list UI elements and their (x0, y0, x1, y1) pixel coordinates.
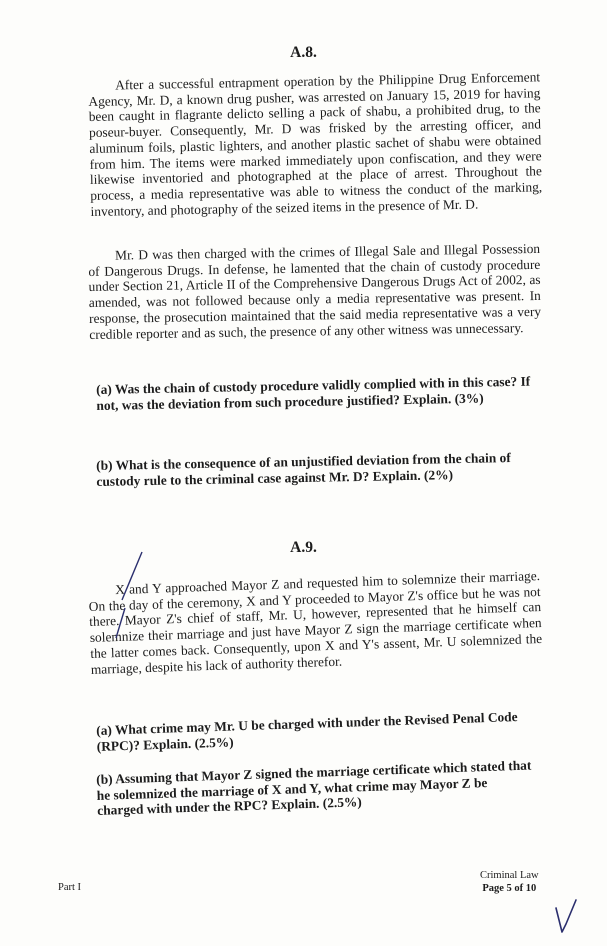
footer-subject: Criminal Law (480, 870, 539, 881)
question-a8-b: (b) What is the consequence of an unjustified deviation from the chain of custody rule to the criminal case against Mr. D? Explain. (2%) (96, 450, 511, 489)
footer-right (480, 869, 539, 895)
handwritten-slash-marks (94, 548, 164, 668)
checkmark-icon (552, 898, 586, 942)
question-a9-b: (b) Assuming that Mayor Z signed the marriage certificate which stated that he solemnized the marriage of X and Y, what crime may Mayor Z be charged with under the RPC? Explain. (2.5%) (96, 757, 532, 818)
footer-page-label: Page 5 of 10 (482, 883, 537, 894)
paragraph-text: X and Y approached Mayor Z and requested him to solemnize their marriage. On the day of the ceremony, X and Y proceeded to Mayor Z's office but he was not there. Mayor Z's chief of staff, Mr. U, however, represented that he himself can solemnize their marriage and just have Mayor Z sign the marriage certificate when the latter comes back. Consequently, upon X and Y's assent, Mr. U solemnized the marriage, despite his lack of authority therefor. (88, 568, 543, 677)
section-heading-a9: A.9. (290, 539, 317, 556)
paragraph-a8-2 (88, 241, 541, 342)
question-a8-a: (a) Was the chain of custody procedure validly complied with in this case? If not, was the deviation from such procedure justified? Explain. (3%) (96, 373, 531, 413)
paragraph-a8-1 (88, 69, 543, 219)
footer-part: Part I (58, 882, 82, 893)
question-a9-a: (a) What crime may Mr. U be charged with under the Revised Penal Code (RPC)? Explain. (2.5%) (96, 709, 518, 754)
section-heading-a8: A.8. (290, 44, 317, 61)
paragraph-text: After a successful entrapment operation by the Philippine Drug Enforcement Agency, Mr. D, a known drug pusher, was arrested on January 15, 2019 for having been caught in flagrante delicto selling a pack of shabu, a prohibited drug, to the poseur-buyer. Consequently, Mr. D was frisked by the arresting officer, and aluminum foils, plastic lighters, and another plastic sachet of shabu were obtained from him. The items were marked immediately upon confiscation, and they were likewise inventoried and photographed at the place of arrest. Throughout the process, a media representative was able to witness the conduct of the marking, inventory, and photography of the seized items in the presence of Mr. D. (88, 69, 543, 219)
paragraph-text: Mr. D was then charged with the crimes of Illegal Sale and Illegal Possession of Dangerous Drugs. In defense, he lamented that the chain of custody procedure under Section 21, Article II of the Comprehensive Dangerous Drugs Act of 2002, as amended, was not followed because only a media representative was present. In response, the prosecution maintained that the said media representative was a very credible reporter and as such, the presence of any other witness was unnecessary. (88, 240, 542, 342)
